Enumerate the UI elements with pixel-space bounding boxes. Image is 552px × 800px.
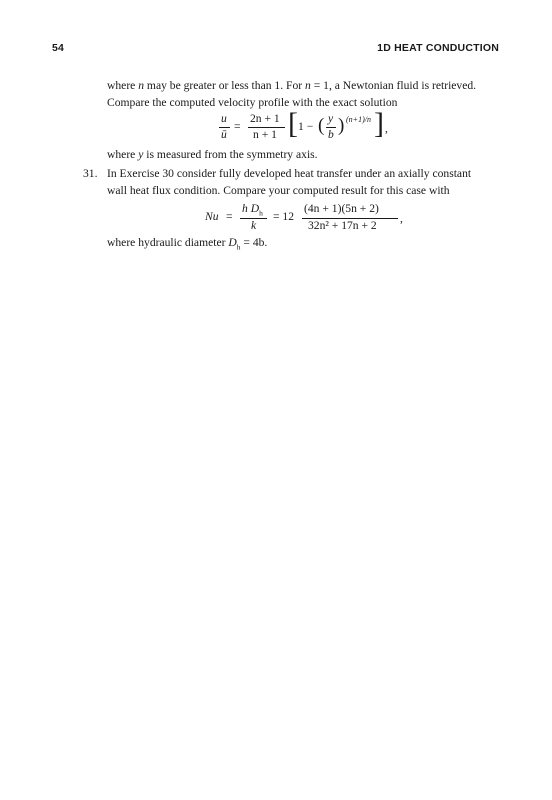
eq1-num-mid: 2n + 1 xyxy=(250,112,280,125)
eq1-den-mid: n + 1 xyxy=(253,128,277,141)
eq2-comma: , xyxy=(400,212,403,225)
paragraph-line xyxy=(107,79,476,93)
eq1-one-minus: 1 − xyxy=(298,120,314,133)
paragraph-line: In Exercise 30 consider fully developed heat transfer under an axially constant xyxy=(107,167,472,180)
subscript: h xyxy=(236,242,241,252)
text: where xyxy=(107,148,139,161)
eq2-den2: 32n² + 17n + 2 xyxy=(308,219,377,232)
math-var: n xyxy=(138,79,145,92)
exercise-number: 31. xyxy=(83,167,98,180)
eq2-nu: Nu xyxy=(205,210,219,223)
eq1-exponent: (n+1)/n xyxy=(346,115,371,124)
eq2-equals2: = 12 xyxy=(273,210,295,223)
math-var: D xyxy=(228,236,237,249)
left-bracket: [ xyxy=(288,107,298,140)
text: where hydraulic diameter xyxy=(107,236,229,249)
eq2-num2: (4n + 1)(5n + 2) xyxy=(304,202,379,215)
text: = 1, a Newtonian fluid is retrieved. xyxy=(310,79,477,92)
eq2-den1: k xyxy=(251,219,257,232)
eq2-num1: h $D_h$ xyxy=(242,202,263,218)
text: may be greater or less than 1. For xyxy=(144,79,306,92)
running-head: 1D HEAT CONDUCTION xyxy=(377,42,499,54)
paragraph-line: Compare the computed velocity profile with the exact solution xyxy=(107,96,398,109)
right-bracket: ] xyxy=(374,107,384,140)
page-header xyxy=(52,42,499,58)
paragraph-line xyxy=(107,236,267,254)
eq2-equals1: = xyxy=(226,210,233,223)
page-number: 54 xyxy=(52,42,65,54)
eq1-den-left: ū xyxy=(221,128,227,141)
paragraph-line: wall heat flux condition. Compare your computed result for this case with xyxy=(107,184,450,197)
math-var: n xyxy=(305,79,311,92)
eq1-b: b xyxy=(328,128,334,141)
text: = 4b. xyxy=(240,236,268,249)
eq1-num-left: u xyxy=(221,112,227,125)
paragraph-line xyxy=(107,148,318,162)
eq1-y: y xyxy=(328,112,334,125)
text: is measured from the symmetry axis. xyxy=(143,148,318,161)
left-paren: ( xyxy=(318,115,325,136)
eq1-comma: , xyxy=(385,122,388,135)
eq1-equals: = xyxy=(234,120,241,133)
text: where xyxy=(107,79,139,92)
math-var: y xyxy=(138,148,144,161)
right-paren: ) xyxy=(338,115,345,136)
